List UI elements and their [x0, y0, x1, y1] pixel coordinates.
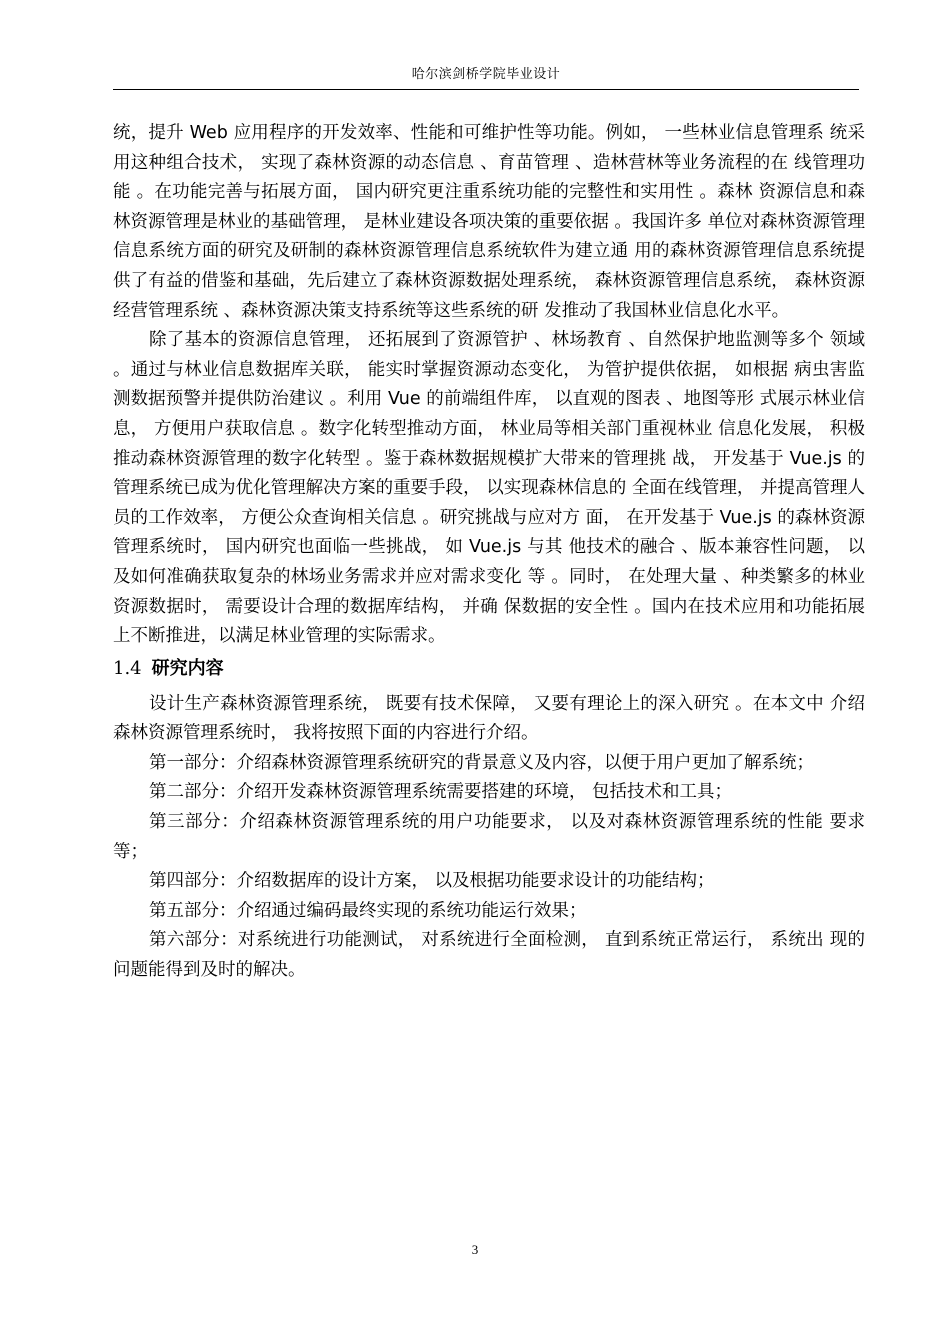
body-paragraph: 设计生产森林资源管理系统， 既要有技术保障， 又要有理论上的深入研究 。在本文中 介绍森林资源管理系统时， 我将按照下面的内容进行介绍。: [113, 693, 865, 744]
section-number: 1.4: [113, 657, 142, 679]
content-part-item: 第四部分：介绍数据库的设计方案， 以及根据功能要求设计的功能结构；: [149, 871, 715, 892]
content-part-item: 第三部分：介绍森林资源管理系统的用户功能要求， 以及对森林资源管理系统的性能 要求等；: [113, 812, 865, 862]
content-part-item: 第二部分：介绍开发森林资源管理系统需要搭建的环境， 包括技术和工具；: [149, 782, 733, 803]
page-body: [113, 119, 865, 986]
content-part-item: 第五部分：介绍通过编码最终实现的系统功能运行效果；: [149, 900, 587, 921]
page-number: 3: [471, 1242, 479, 1257]
content-part-item: 第一部分：介绍森林资源管理系统研究的背景意义及内容，以便于用户更加了解系统；: [149, 752, 814, 773]
page-header-title: 哈尔滨剑桥学院毕业设计: [411, 67, 561, 82]
body-paragraph: 除了基本的资源信息管理， 还拓展到了资源管护 、林场教育 、自然保护地监测等多个 领域 。通过与林业信息数据库关联， 能实时掌握资源动态变化， 为管护提供依据， 如根据 病虫害监测数据预警并提供防治建议 。利用 Vue 的前端组件库， 以直观的图表 、地图等形 式展示林业信息， 方便用户获取信息 。数字化转型推动方面， 林业局等相关部门重视林业 信息化发展， 积极推动森林资源管理的数字化转型 。鉴于森林数据规模扩大带来的管理挑 战， 开发基于 Vue.js 的管理系统已成为优化管理解决方案的重要手段， 以实现森林信息的 全面在线管理， 并提高管理人员的工作效率， 方便公众查询相关信息 。研究挑战与应对方 面， 在开发基于 Vue.js 的森林资源管理系统时， 国内研究也面临一些挑战， 如 Vue.js 与其 他技术的融合 、版本兼容性问题， 以及如何准确获取复杂的林场业务需求并应对需求变化 等 。同时， 在处理大量 、种类繁多的林业资源数据时， 需要设计合理的数据库结构， 并确 保数据的安全性 。国内在技术应用和功能拓展上不断推进，以满足林业管理的实际需求。: [113, 330, 865, 647]
content-part-item: 第六部分：对系统进行功能测试， 对系统进行全面检测， 直到系统正常运行， 系统出 现的问题能得到及时的解决。: [113, 930, 865, 981]
header-divider: [113, 89, 859, 90]
section-title: 研究内容: [151, 657, 224, 679]
section-heading: [113, 656, 865, 682]
body-paragraph-continued: 统，提升 Web 应用程序的开发效率、性能和可维护性等功能。例如， 一些林业信息管理系 统采用这种组合技术， 实现了森林资源的动态信息 、育苗管理 、造林营林等业务流程的在 线管理功能 。在功能完善与拓展方面， 国内研究更注重系统功能的完整性和实用性 。森林 资源信息和森林资源管理是林业的基础管理， 是林业建设各项决策的重要依据 。我国许多 单位对森林资源管理信息系统方面的研究及研制的森林资源管理信息系统软件为建立通 用的森林资源管理信息系统提供了有益的借鉴和基础，先后建立了森林资源数据处理系统， 森林资源管理信息系统， 森林资源经营管理系统 、森林资源决策支持系统等这些系统的研 发推动了我国林业信息化水平。: [113, 123, 865, 321]
